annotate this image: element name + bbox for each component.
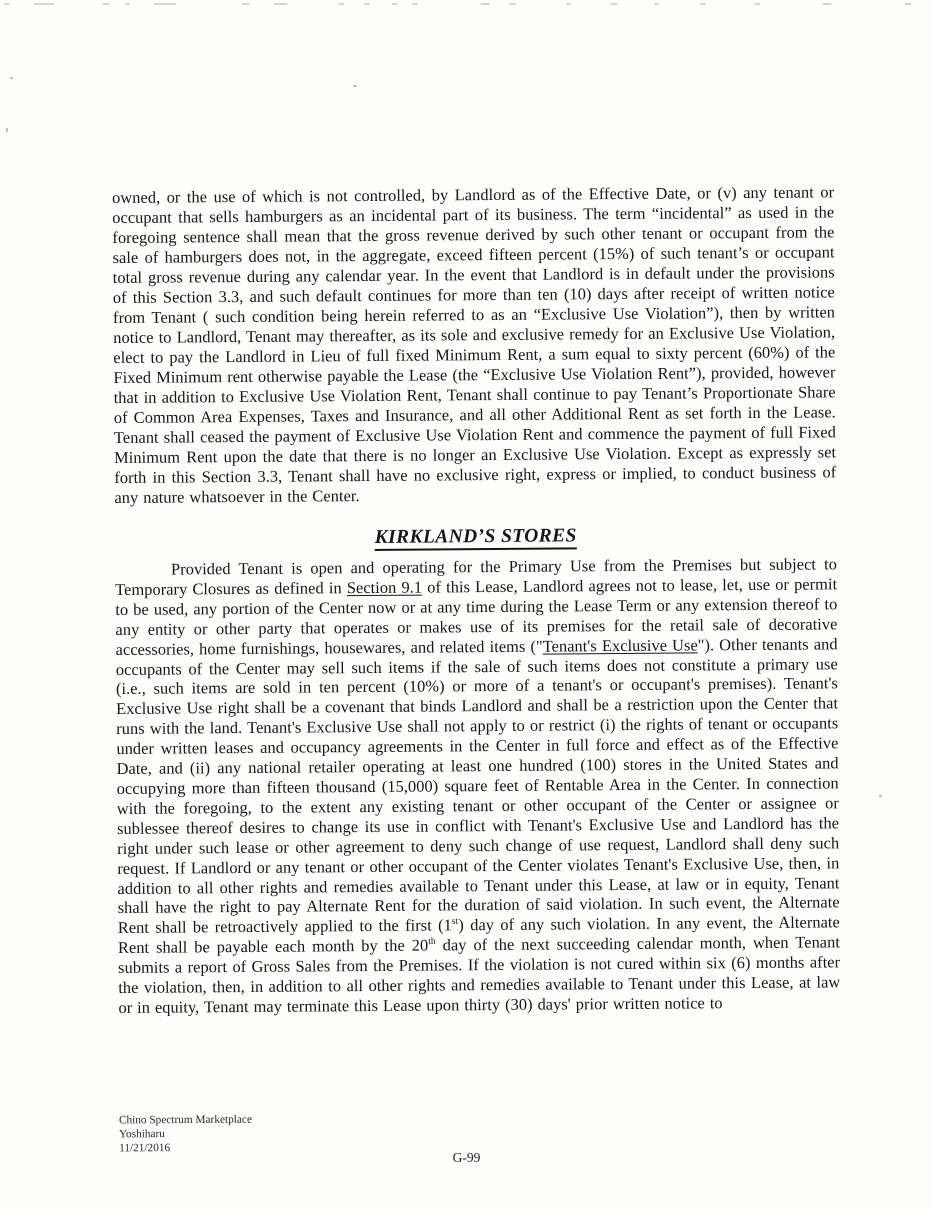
footer-project-name: Chino Spectrum Marketplace — [118, 1113, 252, 1127]
tenants-exclusive-use-term: Tenant's Exclusive Use — [542, 635, 698, 656]
scan-mark — [274, 3, 287, 5]
scan-mark — [392, 3, 397, 5]
scan-mark — [339, 3, 344, 5]
section-heading-text: KIRKLAND’S STORES — [375, 525, 577, 551]
footer-tenant-name: Yoshiharu — [118, 1128, 165, 1141]
scan-mark — [103, 3, 109, 5]
scan-mark — [905, 3, 911, 5]
scan-mark — [242, 3, 249, 5]
scan-mark — [4, 3, 9, 5]
scan-mark — [154, 3, 176, 5]
paragraph-exclusive-use-violation: owned, or the use of which is not controlled, by Landlord as of the Effective Date, or (v) any tenant or occupant that sells hamburgers as an incidental part of its business. The term “incidental” as used in the foregoing sentence shall mean that the gross revenue derived by such other tenant or occupant from the sale of hamburgers does not, in the aggregate, exceed fifteen percent (15%) of such tenant’s or occupant total gross revenue during any calendar year. In the event that Landlord is in default under the provisions of this Section 3.3, and such default continues for more than ten (10) days after receipt of written notice from Tenant ( such condition being herein referred to as an “Exclusive Use Violation”), then by written notice to Landlord, Tenant may thereafter, as its sole and exclusive remedy for an Exclusive Use Violation, elect to pay the Landlord in Lieu of full fixed Minimum Rent, a sum equal to sixty percent (60%) of the Fixed Minimum rent otherwise payable the Lease (the “Exclusive Use Violation Rent”), provided, however that in addition to Exclusive Use Violation Rent, Tenant shall continue to pay Tenant’s Proportionate Share of Common Area Expenses, Taxes and Insurance, and all other Additional Rent as set forth in the Lease. Tenant shall ceased the payment of Exclusive Use Violation Rent and commence the payment of full Fixed Minimum Rent upon the date that there is no longer an Exclusive Use Violation. Except as expressly set forth in this Section 3.3, Tenant shall have no exclusive right, express or implied, to conduct business of any nature whatsoever in the Center. — [112, 182, 837, 507]
scan-mark — [823, 3, 831, 5]
paragraph-kirklands-stores — [115, 554, 841, 1018]
scan-mark — [481, 3, 490, 5]
scan-mark — [700, 3, 706, 5]
scan-speck — [353, 85, 357, 87]
page-content — [112, 182, 840, 1017]
scan-mark — [611, 3, 617, 5]
scan-mark — [654, 3, 659, 5]
scan-mark — [755, 3, 760, 5]
scan-mark — [364, 3, 370, 5]
text-run: ) day of any such violation. In any event, the Alternate Rent shall be payable each month by the 20 — [117, 912, 840, 958]
scan-mark — [34, 3, 54, 5]
text-run: day of the next succeeding calendar month, when Tenant submits a report of Gross Sales from the Premises. If the violation is not cured within six (6) months after the violation, then, in addition to all other rights and remedies available to Tenant under this Lease, at law or in equity, Tenant may terminate this Lease upon thirty (30) days' prior written notice to — [118, 932, 841, 1017]
ordinal-superscript: st — [451, 917, 459, 928]
scan-mark — [125, 3, 130, 5]
text-run: Provided Tenant is open and operating for the Primary Use from the Premises but subject to Temporary Closures as defined in — [115, 554, 838, 599]
section-heading — [115, 523, 837, 551]
page-number: G-99 — [452, 1150, 481, 1165]
text-run: of this Lease, Landlord agrees not to lease, let, use or permit to be used, any portion of the Center now or at any time during the Lease Term or any extension thereof to any entity or other party that operates or makes use of its premises for the retail sale of decorative accessories, home furnishings, housewares, and related items (" — [115, 574, 838, 659]
scan-mark — [412, 3, 418, 5]
text-run: "). Other tenants and occupants of the Center may sell such items if the sale of such items does not constitute a primary use (i.e., such items are sold in ten percent (10%) or more of a tenant's or occupant's premises). Tenant's Exclusive Use right shall be a covenant that binds Landlord and shall be a restriction upon the Center that runs with the land. Tenant's Exclusive Use shall not apply to or restrict (i) the rights of tenant or occupants under written leases and occupancy agreements in the Center in full force and effect as of the Effective Date, and (ii) any national retailer operating at least one hundred (100) stores in the United States and occupying more than fifteen thousand (15,000) square feet of Rentable Area in the Center. In connection with the foregoing, to the extent any existing tenant or other occupant of the Center or assignee or sublessee thereof desires to change its use in conflict with Tenant's Exclusive Use and Landlord has the right under such lease or other agreement to deny such change of use request, Landlord shall deny such request. If Landlord or any tenant or other occupant of the Center violates Tenant's Exclusive Use, then, in addition to all other rights and remedies available to Tenant under this Lease, at law or in equity, Tenant shall have the right to pay Alternate Rent for the duration of said violation. In such event, the Alternate Rent shall be retroactively applied to the first (1 — [115, 633, 840, 938]
ordinal-superscript: th — [428, 937, 436, 948]
scan-speck — [879, 795, 882, 797]
scan-mark — [509, 3, 516, 5]
scan-speck — [6, 128, 8, 132]
footer-date: 11/21/2016 — [119, 1142, 171, 1155]
section-9-1-reference: Section 9.1 — [346, 577, 423, 598]
scan-speck — [10, 77, 13, 79]
scan-mark — [566, 3, 571, 5]
